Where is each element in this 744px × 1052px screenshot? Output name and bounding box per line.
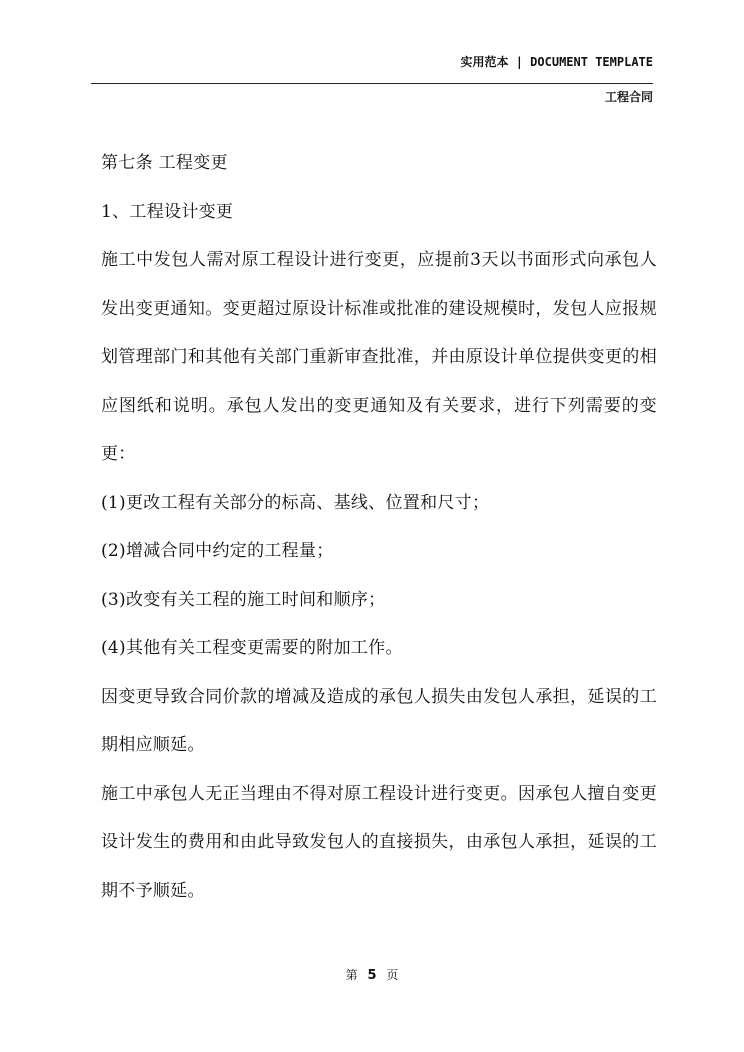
document-body bbox=[101, 139, 657, 915]
list-item: (4)其他有关工程变更需要的附加工作。 bbox=[101, 638, 403, 658]
page-footer bbox=[0, 966, 744, 983]
paragraph: 因变更导致合同价款的增减及造成的承包人损失由发包人承担，延误的工期相应顺延。 bbox=[101, 686, 657, 755]
section-heading: 1、工程设计变更 bbox=[101, 201, 234, 222]
header-divider bbox=[91, 83, 653, 84]
paragraph: 施工中发包人需对原工程设计进行变更，应提前3天以书面形式向承包人发出变更通知。变更超过原设计标准或批准的建设规模时，发包人应报规划管理部门和其他有关部门重新审查批准，并由原设计单位提供变更的相应图纸和说明。承包人发出的变更通知及有关要求，进行下列需要的变更： bbox=[101, 250, 657, 464]
page-number: 5 bbox=[367, 968, 377, 983]
footer-prefix: 第 bbox=[345, 968, 358, 982]
article-heading: 第七条 工程变更 bbox=[101, 153, 228, 173]
header-brand: 实用范本 | DOCUMENT TEMPLATE bbox=[460, 55, 653, 69]
list-item: (3)改变有关工程的施工时间和顺序； bbox=[101, 589, 386, 610]
list-item: (1)更改工程有关部分的标高、基线、位置和尺寸； bbox=[101, 492, 490, 513]
list-item: (2)增减合同中约定的工程量； bbox=[101, 541, 334, 561]
paragraph: 施工中承包人无正当理由不得对原工程设计进行变更。因承包人擅自变更设计发生的费用和由此导致发包人的直接损失，由承包人承担，延误的工期不予顺延。 bbox=[101, 783, 657, 901]
header-subtitle: 工程合同 bbox=[604, 90, 653, 104]
footer-suffix: 页 bbox=[386, 968, 399, 982]
